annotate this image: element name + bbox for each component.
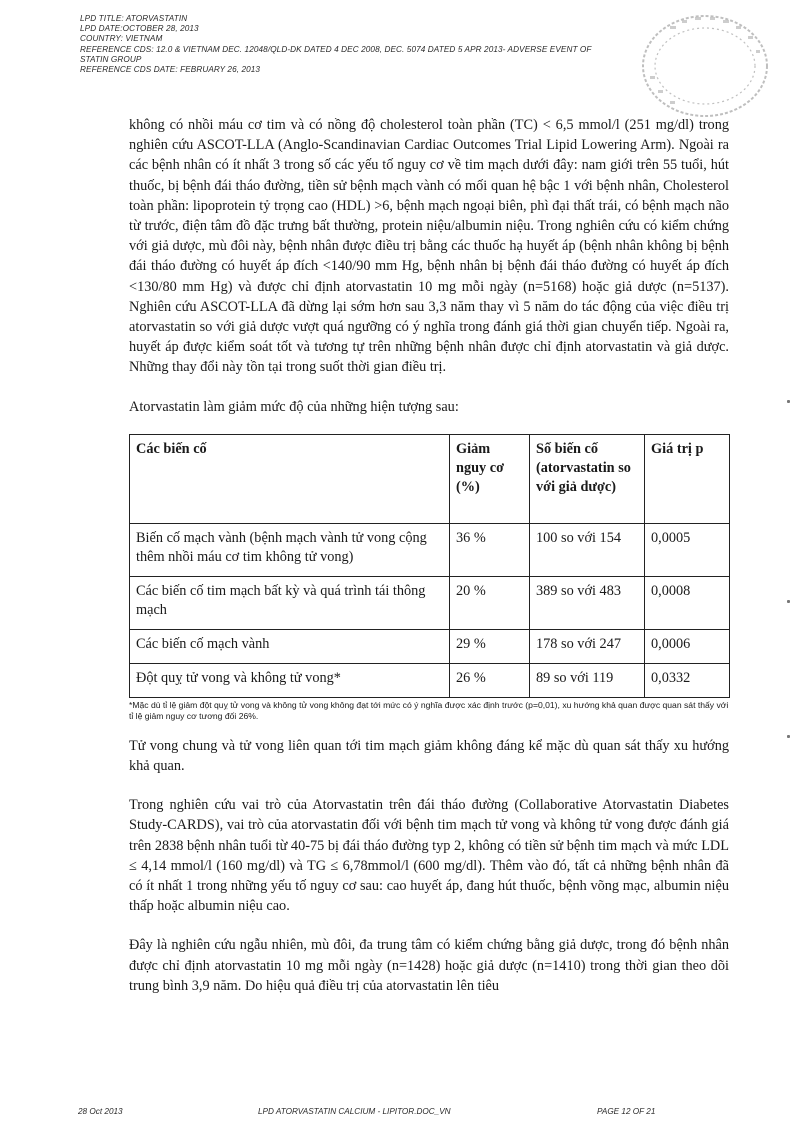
table-cell: 20 % (450, 576, 530, 629)
header-reference-cont: STATIN GROUP (80, 54, 142, 64)
table-footnote: *Mặc dù tỉ lệ giảm đột quỵ tử vong và không tử vong không đạt tới mức có ý nghĩa được xác định trước (p=0,01), xu hướng khả quan được quan sát thấy với tỉ lệ giảm nguy cơ tương đối 26%. (129, 699, 729, 722)
table-cell: 178 so với 247 (530, 629, 645, 663)
scan-mark (787, 400, 790, 403)
paragraph-table-intro: Atorvastatin làm giảm mức độ của những hiện tượng sau: (129, 398, 459, 415)
header-cell-events: Các biến cố (130, 434, 450, 523)
paragraph-ascot-lla: không có nhồi máu cơ tim và có nồng độ cholesterol toàn phần (TC) < 6,5 mmol/l (251 mg/dl) trong nghiên cứu ASCOT-LLA (Anglo-Scandinavian Cardiac Outcomes Trial Lipid Lowering Arm). Ngoài ra các bệnh nhân có ít nhất 3 trong số các yếu tố nguy cơ về tim mạch dưới đây: nam giới trên 55 tuổi, hút thuốc, bị bệnh đái tháo đường, tiền sử bệnh mạch vành có mối quan hệ bậc 1 với bệnh nhân, Cholesterol toàn phần: lipoprotein tỷ trọng cao (HDL) >6, bệnh mạch ngoại biên, phì đại thất trái, có bệnh mạch não từ trước, điện tâm đồ đặc trưng bất thường, protein niệu/albumin niệu. Trong nghiên cứu có kiểm chứng với giả dược, mù đôi này, bệnh nhân được điều trị bằng các thuốc hạ huyết áp (bệnh nhân không bị bệnh đái tháo đường có huyết áp đích <140/90 mm Hg, bệnh nhân bị bệnh đái tháo đường có huyết áp đích <130/80 mm Hg) và được chỉ định atorvastatin 10 mg mỗi ngày (n=5168) hoặc giả dược (n=5137). Nghiên cứu ASCOT-LLA đã dừng lại sớm hơn sau 3,3 năm thay vì 5 năm do tác động của việc điều trị atorvastatin so với giả dược vượt quá ngưỡng có ý nghĩa trong đánh giá thời gian chuyển tiếp. Ngoài ra, huyết áp được kiểm soát tốt và tương tự trên những bệnh nhân được chỉ định atorvastatin và giả dược. Những thay đổi này tồn tại trong suốt thời gian điều trị. (129, 117, 729, 376)
table-row (130, 629, 730, 663)
outcomes-table (129, 434, 730, 698)
scan-mark (787, 600, 790, 603)
paragraph-mortality: Tử vong chung và tử vong liên quan tới tim mạch giảm không đáng kể mặc dù quan sát thấy xu hướng khả quan. (129, 737, 729, 775)
table-cell: 0,0008 (645, 576, 730, 629)
page-content (129, 115, 729, 996)
table-cell: 0,0332 (645, 663, 730, 697)
header-cell-event-count: Số biến cố (atorvastatin so với giả dược) (530, 434, 645, 523)
table-row (130, 663, 730, 697)
header-title: LPD TITLE: ATORVASTATIN (80, 14, 188, 23)
table-cell: 89 so với 119 (530, 663, 645, 697)
table-cell: 0,0006 (645, 629, 730, 663)
table-cell: Đột quỵ tử vong và không tử vong* (130, 663, 450, 697)
table-cell: 389 so với 483 (530, 576, 645, 629)
table-cell: 26 % (450, 663, 530, 697)
footer-page-number: PAGE 12 OF 21 (597, 1107, 656, 1116)
table-row (130, 576, 730, 629)
table-cell: Biến cố mạch vành (bệnh mạch vành tử vong cộng thêm nhồi máu cơ tim không tử vong) (130, 523, 450, 576)
table-cell: 0,0005 (645, 523, 730, 576)
paragraph-cards-design: Đây là nghiên cứu ngẫu nhiên, mù đôi, đa trung tâm có kiểm chứng bằng giả dược, trong đó bệnh nhân được chỉ định atorvastatin 10 mg mỗi ngày (n=1428) hoặc giả dược (n=1410) trong thời gian theo dõi trung bình 3,9 năm. Do hiệu quả điều trị của atorvastatin lên tiêu (129, 937, 729, 994)
official-seal-stamp (610, 6, 770, 126)
header-reference-date: REFERENCE CDS DATE: FEBRUARY 26, 2013 (80, 65, 261, 75)
table-cell: 100 so với 154 (530, 523, 645, 576)
table-row (130, 523, 730, 576)
table-cell: Các biến cố tim mạch bất kỳ và quá trình tái thông mạch (130, 576, 450, 629)
header-cell-risk-reduction: Giảm nguy cơ (%) (450, 434, 530, 523)
table-cell: 29 % (450, 629, 530, 663)
header-country: COUNTRY: VIETNAM (80, 34, 163, 44)
table-header-row (130, 434, 730, 523)
header-cell-p-value: Giá trị p (645, 434, 730, 523)
header-reference: REFERENCE CDS: 12.0 & VIETNAM DEC. 12048/QLD-DK DATED 4 DEC 2008, DEC. 5074 DATED 5 APR 2013- ADVERSE EVENT OF (80, 44, 592, 54)
table-cell: Các biến cố mạch vành (130, 629, 450, 663)
paragraph-cards-study: Trong nghiên cứu vai trò của Atorvastatin trên đái tháo đường (Collaborative Atorvastatin Diabetes Study-CARDS), vai trò của atorvastatin đối với bệnh tim mạch tử vong và không tử vong được đánh giá trên 2838 bệnh nhân tuổi từ 40-75 bị đái tháo đường typ 2, không có tiền sử bệnh tim mạch và mức LDL ≤ 4,14 mmol/l (160 mg/dl) và TG ≤ 6,78mmol/l (600 mg/dl). Thêm vào đó, tất cả những bệnh nhân đã có ít nhất 1 trong những yếu tố nguy cơ sau: cao huyết áp, đang hút thuốc, bệnh võng mạc, albumin niệu thấp hoặc albumin niệu cao. (129, 797, 729, 915)
footer-date: 28 Oct 2013 (78, 1107, 123, 1116)
scan-mark (787, 735, 790, 738)
footer-document-name: LPD ATORVASTATIN CALCIUM - LIPITOR.DOC_VN (258, 1107, 451, 1116)
table-cell: 36 % (450, 523, 530, 576)
header-date: LPD DATE:OCTOBER 28, 2013 (80, 24, 199, 34)
